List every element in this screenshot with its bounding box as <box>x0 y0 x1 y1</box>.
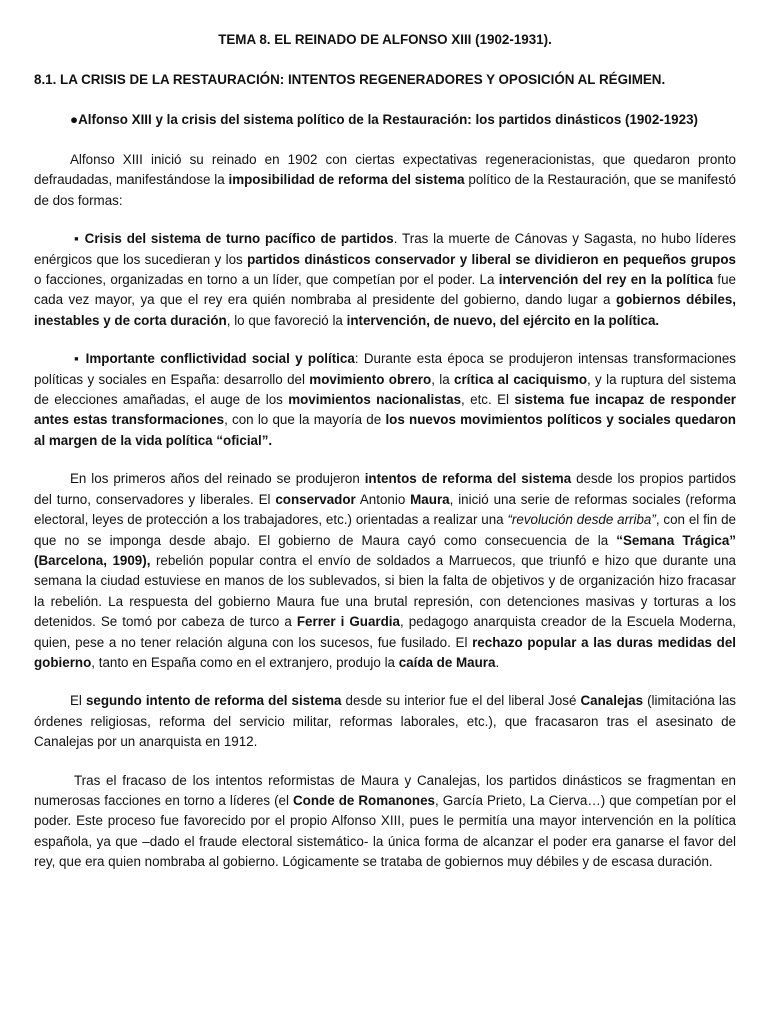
p4-run-3: conservador <box>275 491 356 507</box>
p4-run-11: Ferrer i Guardia <box>296 614 400 630</box>
paragraph-1 <box>34 150 736 211</box>
p4-run-12: , pedagogo anarquista creador de la Escuela Moderna, quien, pese a no tener relación alguna con los sucesos, fue fusilado. El <box>34 614 736 650</box>
p4-run-14: , tanto en España como en el extranjero, produjo la <box>91 654 399 670</box>
p3-run-6: movimientos nacionalistas <box>288 392 462 408</box>
p4-run-13: rechazo popular a las duras medidas del gobierno <box>34 634 736 670</box>
p5-run-1: segundo intento de reforma del sistema <box>85 693 342 709</box>
p4-run-9: “Semana Trágica” (Barcelona, 1909), <box>34 532 736 568</box>
p5-run-0: El <box>70 693 86 709</box>
p3-run-5: , y la ruptura del sistema de elecciones amañadas, el auge de los <box>34 371 736 408</box>
section-heading: 8.1. LA CRISIS DE LA RESTAURACIÓN: INTENTOS REGENERADORES Y OPOSICIÓN AL RÉGIMEN. <box>34 72 666 87</box>
p4-run-6: , inició una serie de reformas sociales (reforma electoral, leyes de protección a los trabajadores, etc.) orientadas a realizar una <box>34 491 736 528</box>
p3-run-4: crítica al caciquismo <box>454 371 587 387</box>
p4-run-4: Antonio <box>355 491 411 507</box>
p4-run-15: caída de Maura <box>398 654 496 670</box>
p3-run-2: movimiento obrero <box>309 371 432 387</box>
paragraph-5 <box>34 691 736 752</box>
p4-run-16: . <box>495 654 500 670</box>
p4-run-10: rebelión popular contra el envío de soldados a Marruecos, que triunfó e hizo que durante una semana la ciudad estuviese en manos de los sublevados, si bien la falta de objetivos y de organización hizo fracasar la rebelión. La respuesta del gobierno Maura fue una brutal represión, con detenciones masivas y torturas a los detenidos. Se tomó por cabeza de turco a <box>34 552 736 630</box>
p4-run-5: Maura <box>410 491 450 507</box>
p2-run-3: o facciones, organizadas en torno a un líder, que competían por el poder. La <box>34 272 499 288</box>
p1-run-1: imposibilidad de reforma del sistema <box>228 172 465 188</box>
p3-run-8: sistema fue incapaz de responder antes estas transformaciones <box>34 392 736 428</box>
p2-run-8: intervención, de nuevo, del ejército en la política. <box>346 312 660 328</box>
p6-run-1: Conde de Romanones <box>293 792 436 808</box>
p2-run-0: ▪ Crisis del sistema de turno pacífico de partidos <box>74 231 394 247</box>
p2-run-2: partidos dinásticos conservador y liberal se dividieron en pequeños grupos <box>247 251 736 267</box>
p4-run-2: desde los propios partidos del turno, conservadores y liberales. El <box>34 471 736 507</box>
p2-run-7: , lo que favoreció la <box>226 312 347 328</box>
p1-run-0: Alfonso XIII inició su reinado en 1902 con ciertas expectativas regeneracionistas, que quedaron pronto defraudadas, manifestándose la <box>34 152 736 188</box>
document-page <box>34 30 736 873</box>
paragraph-4 <box>34 469 736 673</box>
paragraph-3 <box>34 349 736 451</box>
p4-run-7: “revolución desde arriba” <box>507 512 656 528</box>
p6-run-0: Tras el fracaso de los intentos reformistas de Maura y Canalejas, los partidos dinásticos se fragmentan en numerosas facciones en torno a líderes (el <box>34 772 736 808</box>
paragraph-2 <box>34 229 736 331</box>
p3-run-7: , etc. El <box>461 392 515 408</box>
p5-run-4: (limitacióna las órdenes religiosas, reforma del servicio militar, reformas laborales, etc.), que fracasaron tras el asesinato de Canalejas por un anarquista en 1912. <box>34 693 736 750</box>
p5-run-3: Canalejas <box>580 693 644 709</box>
p3-run-1: : Durante esta época se produjeron intensas transformaciones políticas y sociales en España: desarrollo del <box>34 351 736 387</box>
p4-run-8: , con el fin de que no se imponga desde abajo. El gobierno de Maura cayó como consecuencia de la <box>34 512 736 548</box>
p2-run-4: intervención del rey en la política <box>498 272 714 288</box>
p3-run-9: , con lo que la mayoría de <box>224 412 386 428</box>
p1-run-2: político de la Restauración, que se manifestó de dos formas: <box>34 172 736 208</box>
paragraph-6 <box>34 771 736 873</box>
document-title: TEMA 8. EL REINADO DE ALFONSO XIII (1902-1931). <box>218 32 552 47</box>
p3-run-10: los nuevos movimientos políticos y sociales quedaron al margen de la vida política “oficial”. <box>34 412 736 448</box>
p5-run-2: desde su interior fue el del liberal José <box>341 693 581 709</box>
p3-run-0: ▪ Importante conflictividad social y política <box>74 351 355 367</box>
subheading: ●Alfonso XIII y la crisis del sistema político de la Restauración: los partidos dinásticos (1902-1923) <box>70 112 698 127</box>
p2-run-6: gobiernos débiles, inestables y de corta duración <box>34 292 736 328</box>
p2-run-1: . Tras la muerte de Cánovas y Sagasta, no hubo líderes enérgicos que los sucedieran y los <box>34 231 736 267</box>
p4-run-1: intentos de reforma del sistema <box>364 471 572 487</box>
p6-run-2: , García Prieto, La Cierva…) que competían por el poder. Este proceso fue favorecido por el propio Alfonso XIII, pues le permitía una mayor intervención en la política española, ya que –dado el fraude electoral sistemático- la única forma de alcanzar el poder era ganarse el favor del rey, que era quien nombraba al gobierno. Lógicamente se trataba de gobiernos muy débiles y de escasa duración. <box>34 792 736 870</box>
p4-run-0: En los primeros años del reinado se produjeron <box>70 471 365 487</box>
p3-run-3: , la <box>431 371 455 387</box>
p2-run-5: fue cada vez mayor, ya que el rey era quién nombraba al presidente del gobierno, dando lugar a <box>34 272 736 308</box>
